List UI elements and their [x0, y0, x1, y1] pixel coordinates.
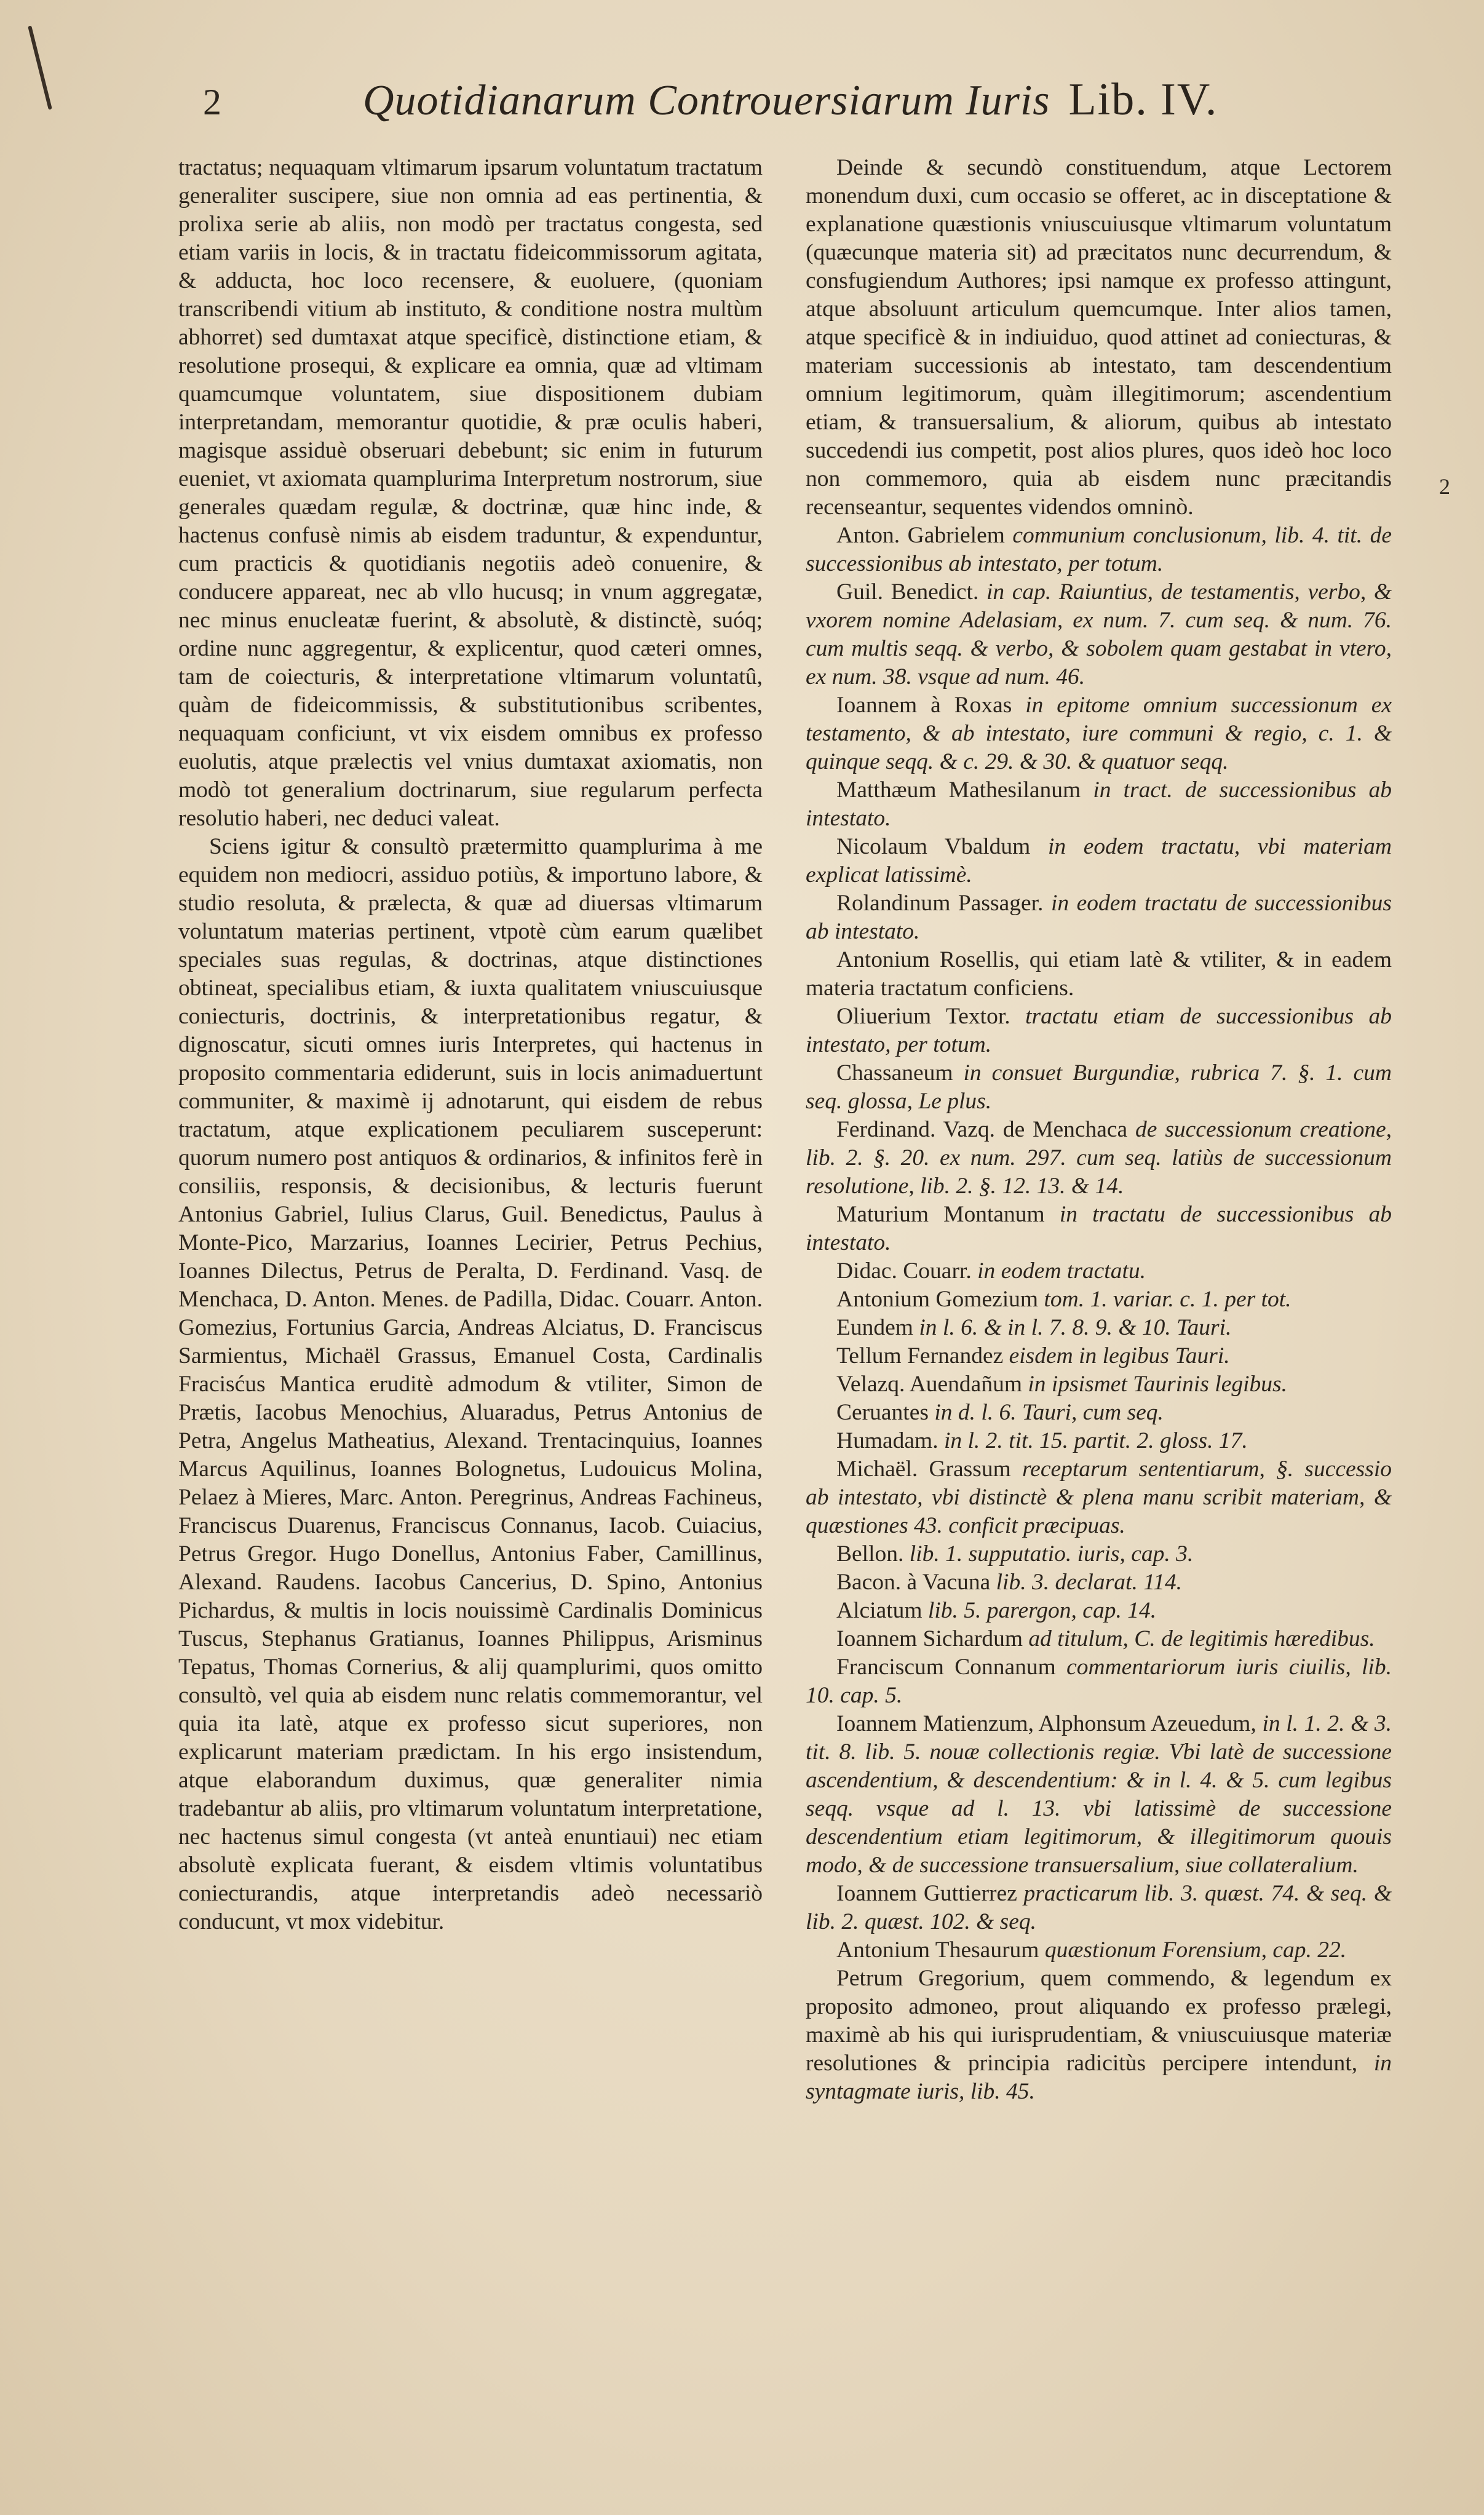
paragraph: Deinde & secundò constituendum, atque Lectorem monendum duxi, cum occasio se offeret, ac in disceptatione & explanatione quæstionis vniuscuiusque vltimarum voluntatum (quæcunque materia sit) ad præcitatos nunc decurrendum, & consfugiendum Authores; ipsi namque ex professo attingunt, atque absoluunt articulum quemcumque. Inter alios tamen, atque specificè & in indiuiduo, quod attinet ad coniecturas, & materiam successionis ab intestato, tam descendentium omnium legitimorum, quàm illegitimorum; ascendentium etiam, & transuersalium, & aliorum, quibus ab intestato succedendi ius competit, post alios plures, quos ideò hoc loco non commemoro, quia ab eisdem nunc præcitandis recenseantur, sequentes videndos omninò.: [806, 155, 1392, 520]
citation-entry: [806, 1201, 1392, 1257]
citation-reference: in epitome omnium successionum ex testamento, & ab intestato, iure communi & regio, c. 1. & quinque seqq. & c. 29. & 30. & quatuor seqq.: [806, 693, 1392, 774]
citation-entry: [806, 1880, 1392, 1936]
citation-author: Nicolaum Vbaldum: [836, 834, 1048, 859]
page-header: [178, 74, 1392, 141]
citation-reference: de successionum creatione, lib. 2. §. 20. ex num. 297. cum seq. latiùs de successionum resolutione, lib. 2. §. 12. 13. & 14.: [806, 1117, 1392, 1199]
citation-author: Petrum Gregorium, quem commendo, & legendum ex proposito admoneo, prout aliquando ex professo prælegi, maximè ab his qui iurisprudentiam, & vniuscuiusque materiæ resolutiones & principia radicitùs percipere intendunt,: [806, 1966, 1392, 2076]
right-column: [784, 154, 1450, 2479]
citation-entry: [806, 691, 1392, 776]
citation-entry: [806, 1936, 1392, 1965]
citation-author: Antonium Gomezium: [836, 1287, 1044, 1312]
citation-reference: in cap. Raiuntius, de testamentis, verbo, & vxorem nomine Adelasiam, ex num. 7. cum seq. & num. 76. cum multis seqq. & verbo, & sobolem quam gestabat in vtero, ex num. 38. vsque ad num. 46.: [806, 579, 1392, 689]
margin-note: 2: [1439, 474, 1450, 499]
citation-entry: [806, 776, 1392, 833]
citation-reference: practicarum lib. 3. quæst. 74. & seq. & lib. 2. quæst. 102. & seq.: [806, 1881, 1392, 1934]
text-columns: [178, 154, 1450, 2479]
citation-entry: [806, 1370, 1392, 1399]
paragraph: tractatus; nequaquam vltimarum ipsarum voluntatum tractatum generaliter suscipere, siue non omnia ad eas pertinentia, & prolixa serie ab aliis, non modò per tractatus congesta, sed etiam variis in locis, & in tractatu fideicommissorum agitata, & adducta, hoc loco recensere, & euoluere, (quoniam transcribendi vitium ab instituto, & conditione nostra multùm abhorret) sed dumtaxat atque specificè, distinctione etiam, & resolutione prosequi, & explicare ea omnia, quæ ad vltimam quamcumque voluntatem, siue dispositionem dubiam interpretandam, memorantur quotidie, & præ oculis haberi, magisque assiduè obseruari debebunt; sic enim in futurum eueniet, vt axiomata quamplurima Interpretum nostrorum, siue generales quædam regulæ, & doctrinæ, quæ hinc inde, & hactenus confusè nimis ab eisdem traduntur, & expenduntur, cum practicis & quotidianis negotiis adeò conuenire, & conducere appareat, nec ab vllo hucusq; in vnum aggregatæ, nec minus enucleatæ fuerint, & absolutè, & distinctè, suóq; ordine nunc aggregentur, & explicentur, quod cæteri omnes, tam de coiecturis, & interpretatione vltimarum voluntatû, quàm de fideicommissis, & substitutionibus scribentes, nequaquam conficiunt, vt vix eisdem omnibus ex professo euolutis, atque prælectis vel vnius dumtaxat axiomatis, non modò tot generalium doctrinarum, siue regularum perfecta resolutio haberi, nec deduci valeat.: [178, 155, 763, 831]
citation-reference: in tractatu de successionibus ab intestato.: [806, 1202, 1392, 1255]
running-title: Quotidianarum Controuersiarum Iuris: [363, 77, 1050, 124]
citation-author: Tellum Fernandez: [836, 1343, 1009, 1369]
citation-author: Humadam.: [836, 1428, 944, 1453]
citation-author: Ceruantes: [836, 1400, 935, 1425]
citation-entry: [806, 1116, 1392, 1201]
citation-author: Ioannem Guttierrez: [836, 1881, 1024, 1906]
citation-author: Matthæum Mathesilanum: [836, 777, 1093, 803]
citation-entry: [806, 1314, 1392, 1342]
page-number: 2: [203, 82, 221, 122]
citation-reference: in l. 6. & in l. 7. 8. 9. & 10. Tauri.: [919, 1315, 1232, 1340]
citation-reference: communium conclusionum, lib. 4. tit. de successionibus ab intestato, per totum.: [806, 523, 1392, 576]
citation-entry: [806, 1342, 1392, 1370]
citation-author: Ferdinand. Vazq. de Menchaca: [836, 1117, 1136, 1142]
citation-entry: [806, 1540, 1392, 1568]
citation-reference: lib. 5. parergon, cap. 14.: [927, 1598, 1157, 1623]
citation-entry: [806, 946, 1392, 1003]
citation-author: Rolandinum Passager.: [836, 891, 1051, 916]
citation-reference: in eodem tractatu.: [977, 1258, 1146, 1284]
citation-reference: eisdem in legibus Tauri.: [1009, 1343, 1230, 1369]
citation-author: Velazq. Auendañum: [836, 1372, 1028, 1397]
citation-author: Didac. Couarr.: [836, 1258, 978, 1284]
citation-author: Ioannem Sichardum: [836, 1626, 1029, 1651]
citation-reference: in l. 2. tit. 15. partit. 2. gloss. 17.: [943, 1428, 1248, 1453]
citation-entry: [806, 1965, 1392, 2106]
citation-entry: [806, 1427, 1392, 1455]
citation-entry: [806, 1710, 1392, 1880]
citation-entry: [806, 1399, 1392, 1427]
ink-stroke-mark: [28, 25, 52, 109]
citation-entry: [806, 1597, 1392, 1625]
citation-reference: lib. 1. supputatio. iuris, cap. 3.: [909, 1541, 1194, 1567]
citation-reference: ad titulum, C. de legitimis hæredibus.: [1028, 1626, 1375, 1651]
citation-author: Alciatum: [836, 1598, 928, 1623]
citation-entry: [806, 578, 1392, 691]
citation-reference: receptarum sententiarum, §. successio ab intestato, vbi distinctè & plena manu scribit materiam, & quæstiones 43. conficit præcipuas.: [806, 1456, 1392, 1538]
citation-author: Michaël. Grassum: [836, 1456, 1022, 1482]
book-label: Lib. IV.: [1068, 74, 1218, 125]
citation-entry: [806, 889, 1392, 946]
citation-reference: in eodem tractatu de successionibus ab intestato.: [806, 891, 1392, 944]
citation-entry: [806, 1653, 1392, 1710]
citation-author: Bacon. à Vacuna: [836, 1570, 996, 1595]
citation-author: Anton. Gabrielem: [836, 523, 1013, 548]
citation-reference: in consuet Burgundiæ, rubrica 7. §. 1. cum seq. glossa, Le plus.: [806, 1060, 1392, 1114]
citation-author: Franciscum Connanum: [836, 1655, 1067, 1680]
citation-entry: [806, 833, 1392, 889]
citation-reference: quæstionum Forensium, cap. 22.: [1044, 1937, 1347, 1963]
citation-author: Ioannem Matienzum, Alphonsum Azeuedum,: [836, 1711, 1263, 1736]
citation-reference: in eodem tractatu, vbi materiam explicat latissimè.: [806, 834, 1392, 888]
citation-author: Ioannem à Roxas: [836, 693, 1026, 718]
left-column: [178, 154, 784, 2479]
citation-entry: [806, 1059, 1392, 1116]
citation-list: [806, 522, 1392, 2106]
citation-entry: [806, 1455, 1392, 1540]
citation-reference: in tract. de successionibus ab intestato.: [806, 777, 1392, 831]
citation-author: Antonium Thesaurum: [836, 1937, 1045, 1963]
citation-reference: in l. 1. 2. & 3. tit. 8. lib. 5. nouæ collectionis regiæ. Vbi latè de successione ascendentium, & descendentium: & in l. 4. & 5. cum legibus seqq. vsque ad l. 13. vbi latissimè de successione descendentium etiam legitimorum, & illegitimorum quouis modo, & de successione transuersalium, siue collateralium.: [806, 1711, 1392, 1878]
citation-author: Eundem: [836, 1315, 919, 1340]
citation-reference: commentariorum iuris ciuilis, lib. 10. cap. 5.: [806, 1655, 1392, 1708]
citation-entry: [806, 1285, 1392, 1314]
citation-reference: tom. 1. variar. c. 1. per tot.: [1044, 1287, 1292, 1312]
citation-entry: [806, 1003, 1392, 1059]
citation-author: Guil. Benedict.: [836, 579, 986, 605]
citation-reference: lib. 3. declarat. 114.: [996, 1570, 1183, 1595]
citation-author: Maturium Montanum: [836, 1202, 1060, 1227]
paragraph: Sciens igitur & consultò prætermitto quamplurima à me equidem non mediocri, assiduo potiùs, & importuno labore, & studio resoluta, & prælecta, & quæ ad diuersas vltimarum voluntatum materias pertinent, vtpotè cùm earum quælibet speciales suas regulas, & doctrinas, atque distinctiones obtineat, specialibus etiam, & iuxta qualitatem vniuscuiusque coniecturis, doctrinis, & interpretationibus regatur, & dignoscatur, sicuti omnes iuris Interpretes, qui hactenus in proposito commentaria ediderunt, suis in locis animaduertunt communiter, & maximè ij adnotarunt, qui eisdem de rebus tractatum, atque explicationem peculiarem susceperunt: quorum numero post antiquos & ordinarios, & infinitos ferè in consiliis, responsis, & decisionibus, & lecturis fuerunt Antonius Gabriel, Iulius Clarus, Guil. Benedictus, Paulus à Monte-Pico, Marzarius, Ioannes Lecirier, Petrus Pechius, Ioannes Dilectus, Petrus de Peralta, D. Ferdinand. Vasq. de Menchaca, D. Anton. Menes. de Padilla, Didac. Couarr. Anton. Gomezius, Fortunius Garcia, Andreas Alciatus, D. Franciscus Sarmientus, Michaël Grassus, Emanuel Costa, Cardinalis Fracisćus Mantica eruditè admodum & vtiliter, Simon de Prætis, Iacobus Menochius, Aluaradus, Petrus Antonius de Petra, Angelus Matheatius, Alexand. Trentacinquius, Ioannes Marcus Aquilinus, Ioannes Bolognetus, Ludouicus Molina, Pelaez à Mieres, Marc. Anton. Peregrinus, Andreas Fachineus, Franciscus Duarenus, Franciscus Connanus, Iacob. Cuiacius, Petrus Gregor. Hugo Donellus, Antonius Faber, Camillinus, Alexand. Raudens. Iacobus Cancerius, D. Spino, Antonius Pichardus, & multis in locis nouissimè Cardinalis Dominicus Tuscus, Stephanus Gratianus, Ioannes Philippus, Arisminus Tepatus, Thomas Cornerius, & alij quamplurimi, quos omitto consultò, vel quia ab eisdem nunc relatis commemorantur, vel quia ita latè, atque ex professo sicut superiores, non explicarunt materiam prædictam. In his ergo insistendum, atque elaborandum duximus, quæ generaliter nimia tradebantur ab aliis, pro vltimarum voluntatum interpretatione, nec hactenus simul congesta (vt anteà enuntiaui) nec etiam absolutè explicata fuerant, & eisdem vltimis voluntatibus coniecturandis, atque interpretandis adeò necessariò conducunt, vt mox videbitur.: [178, 834, 763, 1934]
citation-entry: [806, 1625, 1392, 1653]
citation-entry: [806, 522, 1392, 578]
citation-author: Chassaneum: [836, 1060, 964, 1086]
citation-author: Bellon.: [836, 1541, 910, 1567]
citation-entry: [806, 1257, 1392, 1285]
citation-entry: [806, 1568, 1392, 1597]
citation-author: Antonium Rosellis, qui etiam latè & vtiliter, & in eadem materia tractatum conficiens.: [806, 947, 1392, 1001]
citation-author: Oliuerium Textor.: [836, 1004, 1026, 1029]
citation-reference: tractatu etiam de successionibus ab intestato, per totum.: [806, 1004, 1392, 1057]
citation-reference: in syntagmate iuris, lib. 45.: [806, 2051, 1392, 2104]
citation-reference: in ipsismet Taurinis legibus.: [1028, 1372, 1287, 1397]
citation-reference: in d. l. 6. Tauri, cum seq.: [934, 1400, 1164, 1425]
